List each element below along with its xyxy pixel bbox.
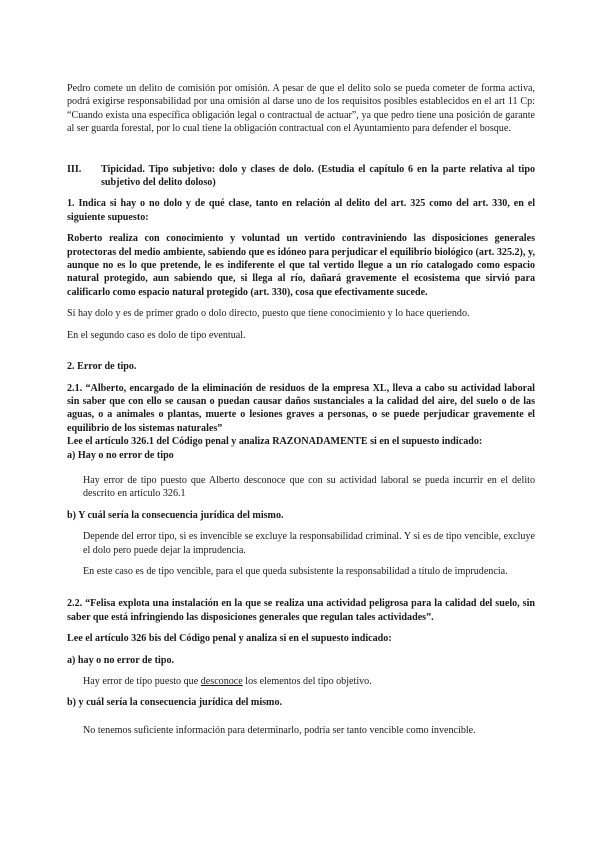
- answer-2-2-a-underlined: desconoce: [200, 676, 243, 687]
- section-number: III.: [67, 163, 82, 175]
- intro-paragraph: Pedro comete un delito de comisión por omisión. A pesar de que el delito solo se pueda cometer de forma activa, podrá exigirse responsabilidad por una omisión al darse uno de los requisitos posibles establecidos en el art 11 Cp: “Cuando exista una específica obligación legal o contractual de actuar”, ya que pedro tiene una posición de garante al ser guarda forestal, por lo cual tiene la obligación contractual con el Ayuntamiento para defender el bosque.: [67, 83, 535, 135]
- document-page: [67, 82, 535, 737]
- answer-dolo-directo: Sí hay dolo y es de primer grado o dolo directo, puesto que tiene conocimiento y lo hace queriendo.: [67, 308, 470, 320]
- answer-2-1-a: Hay error de tipo puesto que Alberto desconoce que con su actividad laboral se pueda incurrir en el delito descrito en artículo 326.1: [83, 474, 535, 500]
- instruction-2-2: Lee el artículo 326 bis del Código penal y analiza si en el supuesto indicado:: [67, 633, 392, 645]
- answer-2-1-b-1: Depende del error tipo, si es invencible se excluye la responsabilidad criminal. Y si es de tipo vencible, excluye el dolo pero puede dejar la imprudencia.: [83, 531, 535, 556]
- instruction-2-1: Lee el artículo 326.1 del Código penal y analiza RAZONADAMENTE si en el supuesto indicado:: [67, 436, 483, 448]
- error-tipo-heading: 2. Error de tipo.: [67, 361, 137, 373]
- case-felisa: 2.2. “Felisa explota una instalación en la que se realiza una actividad peligrosa para la calidad del suelo, sin saber que está infringiendo las disposiciones generales que regulan tales actividades”.: [67, 598, 535, 623]
- section-title: Tipicidad. Tipo subjetivo: dolo y clases de dolo. (Estudia el capítulo 6 en la parte relativa al tipo subjetivo del delito doloso): [101, 163, 535, 189]
- case-roberto: Roberto realiza con conocimiento y voluntad un vertido contraviniendo las disposiciones generales protectoras del medio ambiente, sabiendo que es idóneo para perjudicar el equilibrio biológico (art. 325.2), y, aunque no es lo que pretende, le es indiferente el que tal vertido llegue a un río catalogado como espacio natural protegido, aun sabiendo que, si llega al río, dañará gravemente el ecosistema que sirvió para calificarlo como espacio natural protegido (art. 330), cosa que efectivamente sucede.: [67, 233, 535, 298]
- question-2-1-a: a) Hay o no error de tipo: [67, 449, 174, 461]
- section-heading: [67, 163, 535, 190]
- answer-dolo-eventual: En el segundo caso es dolo de tipo eventual.: [67, 329, 246, 341]
- answer-2-2-b: No tenemos suficiente información para determinarlo, podría ser tanto vencible como invencible.: [83, 724, 476, 736]
- question-2-1-b: b) Y cuál sería la consecuencia jurídica del mismo.: [67, 509, 284, 521]
- question-2-2-b: b) y cuál sería la consecuencia jurídica del mismo.: [67, 697, 283, 709]
- answer-2-2-a-post: los elementos del tipo objetivo.: [242, 676, 372, 687]
- case-alberto: 2.1. “Alberto, encargado de la eliminación de residuos de la empresa XL, lleva a cabo su actividad laboral sin saber que con ello se causan o puedan causar daños sustanciales a la calidad del aire, del suelo o de las aguas, o a animales o plantas, muerte o lesiones graves a personas, o se puede perjudicar gravemente el equilibrio de los sistemas naturales”: [67, 382, 535, 434]
- answer-2-2-a-pre: Hay error de tipo puesto que: [83, 676, 201, 687]
- question-1: 1. Indica si hay o no dolo y de qué clase, tanto en relación al delito del art. 325 como del art. 330, en el siguiente supuesto:: [67, 198, 535, 223]
- answer-2-2-a: [67, 675, 535, 688]
- answer-2-1-b-2: En este caso es de tipo vencible, para el que queda subsistente la responsabilidad a título de imprudencia.: [83, 565, 508, 577]
- question-2-2-a: a) hay o no error de tipo.: [67, 654, 175, 666]
